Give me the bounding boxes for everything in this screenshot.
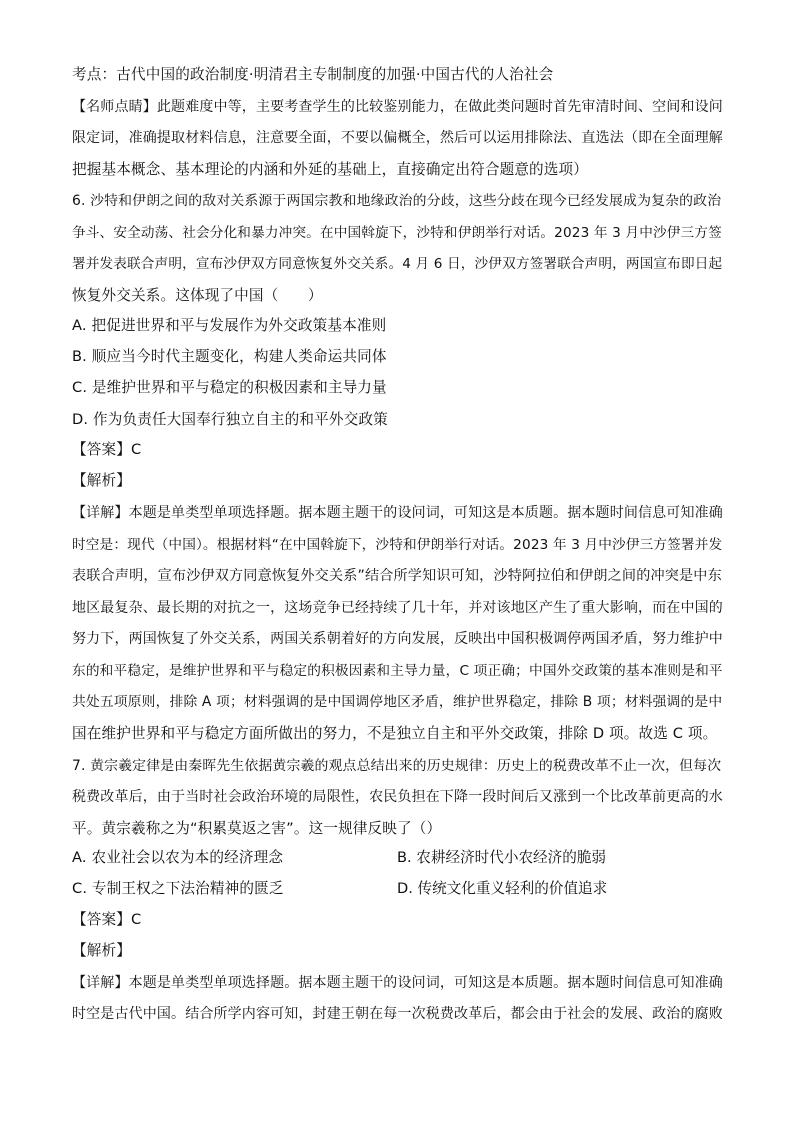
text-line: 考点：古代中国的政治制度·明清君主专制制度的加强·中国古代的人治社会	[72, 66, 554, 83]
explanation-line: 【详解】本题是单类型单项选择题。据本题主题干的设问词，可知这是本质题。据本题时间信息可知准确	[72, 505, 723, 521]
question-6-line: 争斗、安全动荡、社会分化和暴力冲突。在中国斡旋下，沙特和伊朗举行对话。2023 年 3 月中沙伊三方签	[72, 225, 722, 241]
explanation-line: 共处五项原则，排除 A 项；材料强调的是中国调停地区矛盾，维护世界稳定，排除 B 项；材料强调的是中	[72, 694, 723, 710]
answer-label: 【答案】C	[72, 441, 142, 458]
explanation-line: 努力下，两国恢复了外交关系，两国关系朝着好的方向发展，反映出中国积极调停两国矛盾，努力维护中	[72, 631, 723, 647]
option-a: A. 农业社会以农为本的经济理念	[72, 849, 284, 866]
question-7-line: 平。黄宗羲称之为“积累莫返之害”。这一规律反映了（）	[72, 820, 442, 837]
explanation-line: 地区最复杂、最长期的对抗之一，这场竞争已经持续了几十年，并对该地区产生了重大影响，而在中国的	[72, 600, 723, 616]
analysis-label: 【解析】	[72, 942, 131, 959]
question-6-line: 6. 沙特和伊朗之间的敌对关系源于两国宗教和地缘政治的分歧，这些分歧在现今已经发展成为复杂的政治	[72, 193, 722, 209]
option-b: B. 顺应当今时代主题变化，构建人类命运共同体	[72, 348, 387, 365]
question-6-line: 署并发表联合声明，宣布沙伊双方同意恢复外交关系。4 月 6 日，沙伊双方签署联合声明，两国宣布即日起	[72, 256, 723, 272]
explanation-line: 表联合声明，宣布沙伊双方同意恢复外交关系”结合所学知识可知，沙特阿拉伯和伊朗之间的冲突是中东	[72, 568, 722, 584]
explanation-line: 东的和平稳定，是维护世界和平与稳定的积极因素和主导力量，C 项正确；中国外交政策的基本准则是和平	[72, 663, 723, 679]
explanation-line: 国在维护世界和平与稳定方面所做出的努力，不是独立自主和平外交政策，排除 D 项。故选 C 项。	[72, 725, 718, 742]
option-c: C. 是维护世界和平与稳定的积极因素和主导力量	[72, 379, 387, 396]
option-d: D. 传统文化重义轻利的价值追求	[397, 880, 608, 897]
question-7-line: 7. 黄宗羲定律是由秦晖先生依据黄宗羲的观点总结出来的历史规律：历史上的税费改革不止一次，但每次	[72, 758, 722, 774]
option-b: B. 农耕经济时代小农经济的脆弱	[397, 849, 607, 866]
explanation-line: 时空是古代中国。结合所学内容可知，封建王朝在每一次税费改革后，都会由于社会的发展、政治的腐败	[72, 1006, 723, 1022]
option-d: D. 作为负责任大国奉行独立自主的和平外交政策	[72, 411, 388, 428]
explanation-line: 时空是：现代（中国）。根据材料“在中国斡旋下，沙特和伊朗举行对话。2023 年 3 月中沙伊三方签署并发	[72, 537, 723, 553]
option-a: A. 把促进世界和平与发展作为外交政策基本准则	[72, 317, 387, 334]
question-7-line: 税费改革后，由于当时社会政治环境的局限性，农民负担在下降一段时间后又涨到一个比改革前更高的水	[72, 789, 723, 805]
answer-label: 【答案】C	[72, 911, 142, 928]
analysis-label: 【解析】	[72, 472, 131, 489]
text-line: 把握基本概念、基本理论的内涵和外延的基础上，直接确定出符合题意的选项）	[72, 161, 589, 178]
explanation-line: 【详解】本题是单类型单项选择题。据本题主题干的设问词，可知这是本质题。据本题时间信息可知准确	[72, 975, 723, 991]
option-c: C. 专制王权之下法治精神的匮乏	[72, 880, 284, 897]
text-line: 【名师点睛】此题难度中等，主要考查学生的比较鉴别能力，在做此类问题时首先审清时间、空间和设问	[72, 99, 723, 115]
question-6-line: 恢复外交关系。这体现了中国（ ）	[72, 287, 323, 304]
text-line: 限定词，准确提取材料信息，注意要全面，不要以偏概全，然后可以运用排除法、直选法（即在全面理解	[72, 130, 723, 146]
